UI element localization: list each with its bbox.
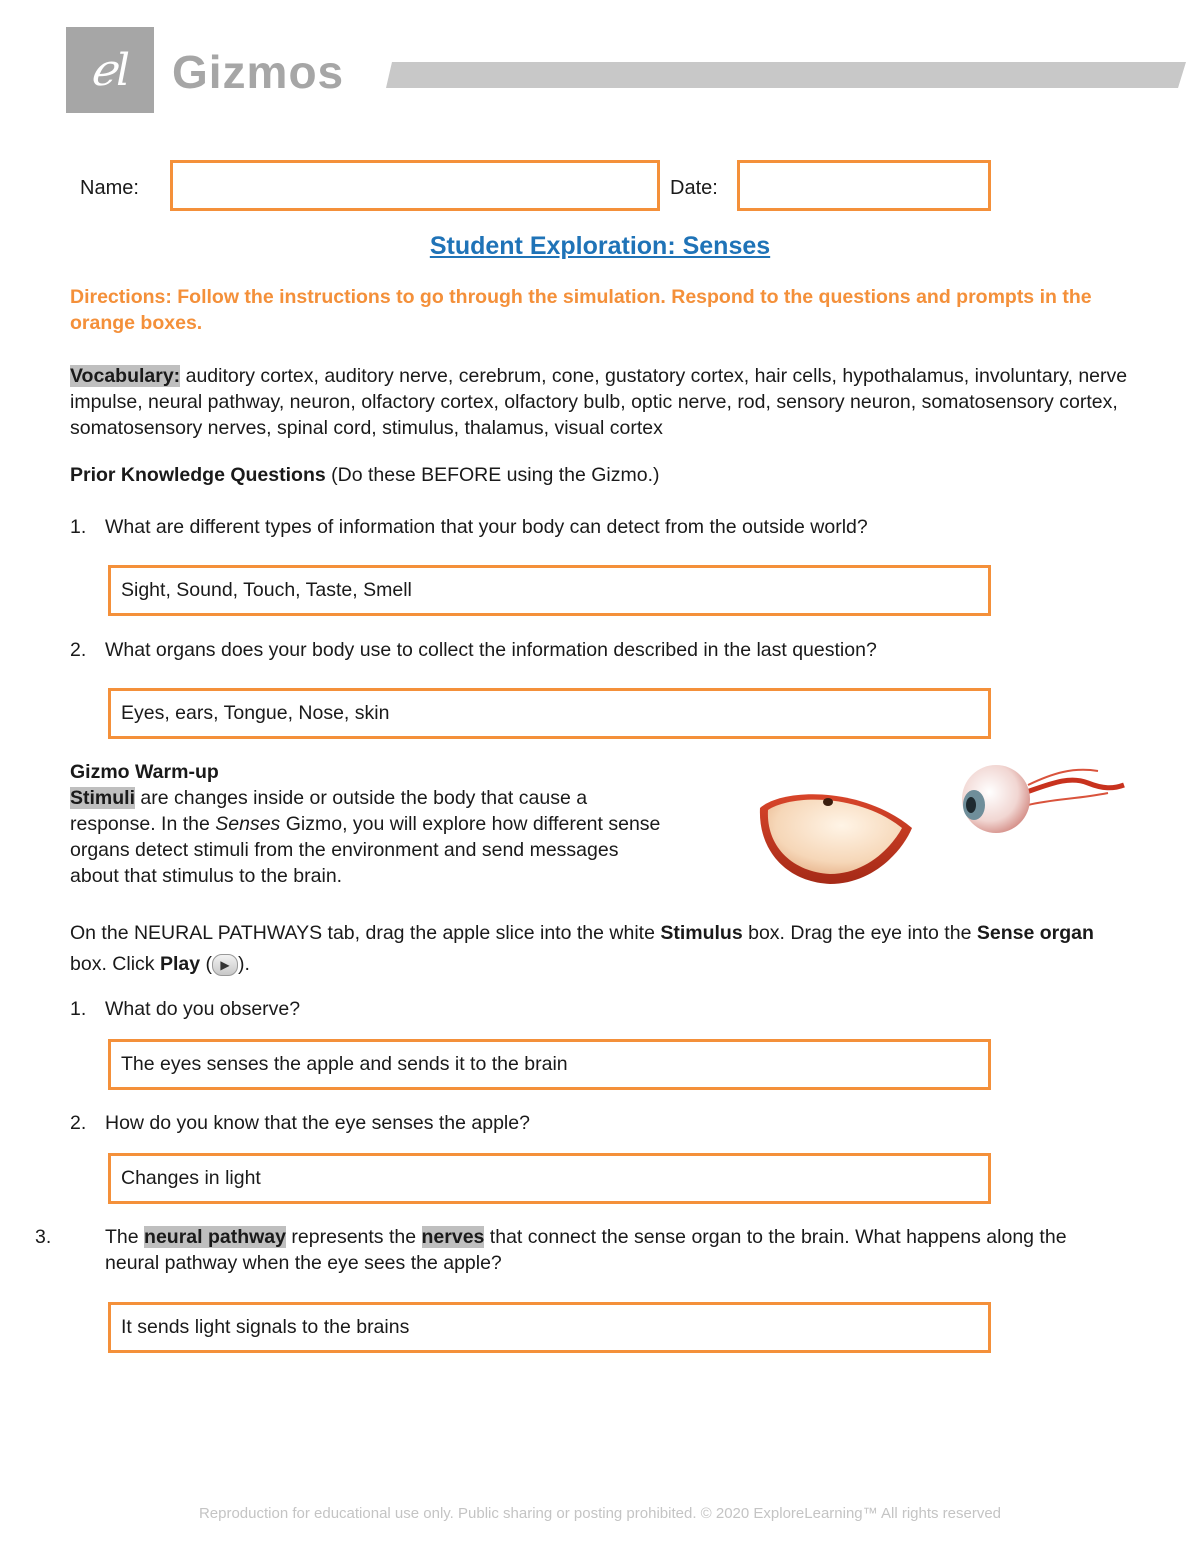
- question-number: 1.: [70, 998, 87, 1020]
- instr-play: Play: [159, 953, 201, 975]
- date-field[interactable]: [737, 160, 991, 211]
- vocabulary-list: auditory cortex, auditory nerve, cerebrum, cone, gustatory cortex, hair cells, hypothalamus, involuntary, nerve impulse, neural pathway, neuron, olfactory cortex, olfactory bulb, optic nerve, rod, sensory neuron, somatosensory cortex, somatosensory nerves, spinal cord, stimulus, thalamus, visual cortex: [70, 365, 1128, 439]
- gizmos-wordmark: Gizmos: [172, 46, 345, 98]
- warmup-intro-2: Gizmo, you will explore how different sense organs detect stimuli from the environment and send messages about that stimulus to the brain.: [70, 813, 661, 887]
- question-number: 3.: [35, 1226, 52, 1248]
- warmup-question-3: [35, 1224, 1120, 1276]
- question-text: What are different types of information that your body can detect from the outside world?: [105, 516, 868, 538]
- warmup-instructions: [70, 918, 1130, 980]
- pupil: [966, 797, 976, 813]
- instr-text-1: On the NEURAL PATHWAYS tab, drag the apple slice into the white: [70, 922, 661, 944]
- warmup-gizmo-name: Senses: [215, 813, 281, 835]
- prior-heading-note: (Do these BEFORE using the Gizmo.): [325, 464, 660, 486]
- q3-text-3: that connect the sense organ to the brain. What happens along the neural pathway when the eye sees the apple?: [105, 1226, 1067, 1274]
- warmup-section: [70, 759, 670, 889]
- instr-text-4: (: [200, 953, 212, 975]
- question-text: What do you observe?: [105, 998, 301, 1020]
- instr-stimulus: Stimulus: [660, 922, 743, 944]
- instr-text-2: box. Drag the eye into the: [742, 922, 977, 944]
- instr-text-5: ).: [238, 953, 250, 975]
- warmup-intro-1: are changes inside or outside the body that cause a response. In the: [70, 787, 588, 835]
- question-number: 2.: [70, 1112, 87, 1134]
- name-label: Name:: [80, 177, 139, 199]
- warmup-answer-2[interactable]: Changes in light: [108, 1153, 991, 1204]
- prior-answer-1[interactable]: Sight, Sound, Touch, Taste, Smell: [108, 565, 991, 616]
- logo-mark: ℯl: [89, 44, 131, 96]
- warmup-answer-3[interactable]: It sends light signals to the brains: [108, 1302, 991, 1353]
- warmup-heading: Gizmo Warm-up: [70, 761, 219, 783]
- instr-text-3: box. Click: [70, 953, 160, 975]
- header-bar: [0, 0, 1200, 100]
- warmup-question-1: [70, 996, 1120, 1022]
- question-number: 2.: [70, 639, 87, 661]
- vocabulary-paragraph: [70, 363, 1130, 441]
- prior-question-2: [70, 637, 1120, 663]
- q3-text-2: represents the: [286, 1226, 422, 1248]
- directions-text: Directions: Follow the instructions to go through the simulation. Respond to the questions and prompts in the orange boxes.: [70, 286, 1092, 334]
- nerves-term: nerves: [421, 1226, 485, 1248]
- eye-image: [958, 755, 1126, 839]
- apple-slice-image: [752, 780, 922, 890]
- page-title: Student Exploration: Senses: [429, 232, 771, 260]
- prior-heading-text: Prior Knowledge Questions: [70, 464, 326, 486]
- apple-seed: [823, 798, 833, 806]
- header-stripe: [386, 62, 1186, 88]
- date-label: Date:: [670, 177, 718, 199]
- prior-answer-2[interactable]: Eyes, ears, Tongue, Nose, skin: [108, 688, 991, 739]
- prior-knowledge-heading: [70, 462, 1130, 488]
- copyright-footer: Reproduction for educational use only. Public sharing or posting prohibited. © 2020 ExploreLearning™ All rights reserved: [198, 1505, 1002, 1522]
- question-text: How do you know that the eye senses the apple?: [105, 1112, 530, 1134]
- prior-question-1: [70, 514, 1120, 540]
- question-number: 1.: [70, 516, 87, 538]
- stimuli-term: Stimuli: [70, 787, 136, 809]
- instr-sense-organ: Sense organ: [976, 922, 1094, 944]
- warmup-answer-1[interactable]: The eyes senses the apple and sends it to the brain: [108, 1039, 991, 1090]
- question-text: What organs does your body use to collect the information described in the last question?: [105, 639, 877, 661]
- q3-text-1: The: [105, 1226, 145, 1248]
- play-icon: ▶: [212, 954, 238, 976]
- neural-pathway-term: neural pathway: [144, 1226, 286, 1248]
- name-field[interactable]: [170, 160, 660, 211]
- warmup-question-2: [70, 1110, 1120, 1136]
- blood-vessel: [1028, 793, 1108, 805]
- vocabulary-label: Vocabulary:: [70, 365, 181, 387]
